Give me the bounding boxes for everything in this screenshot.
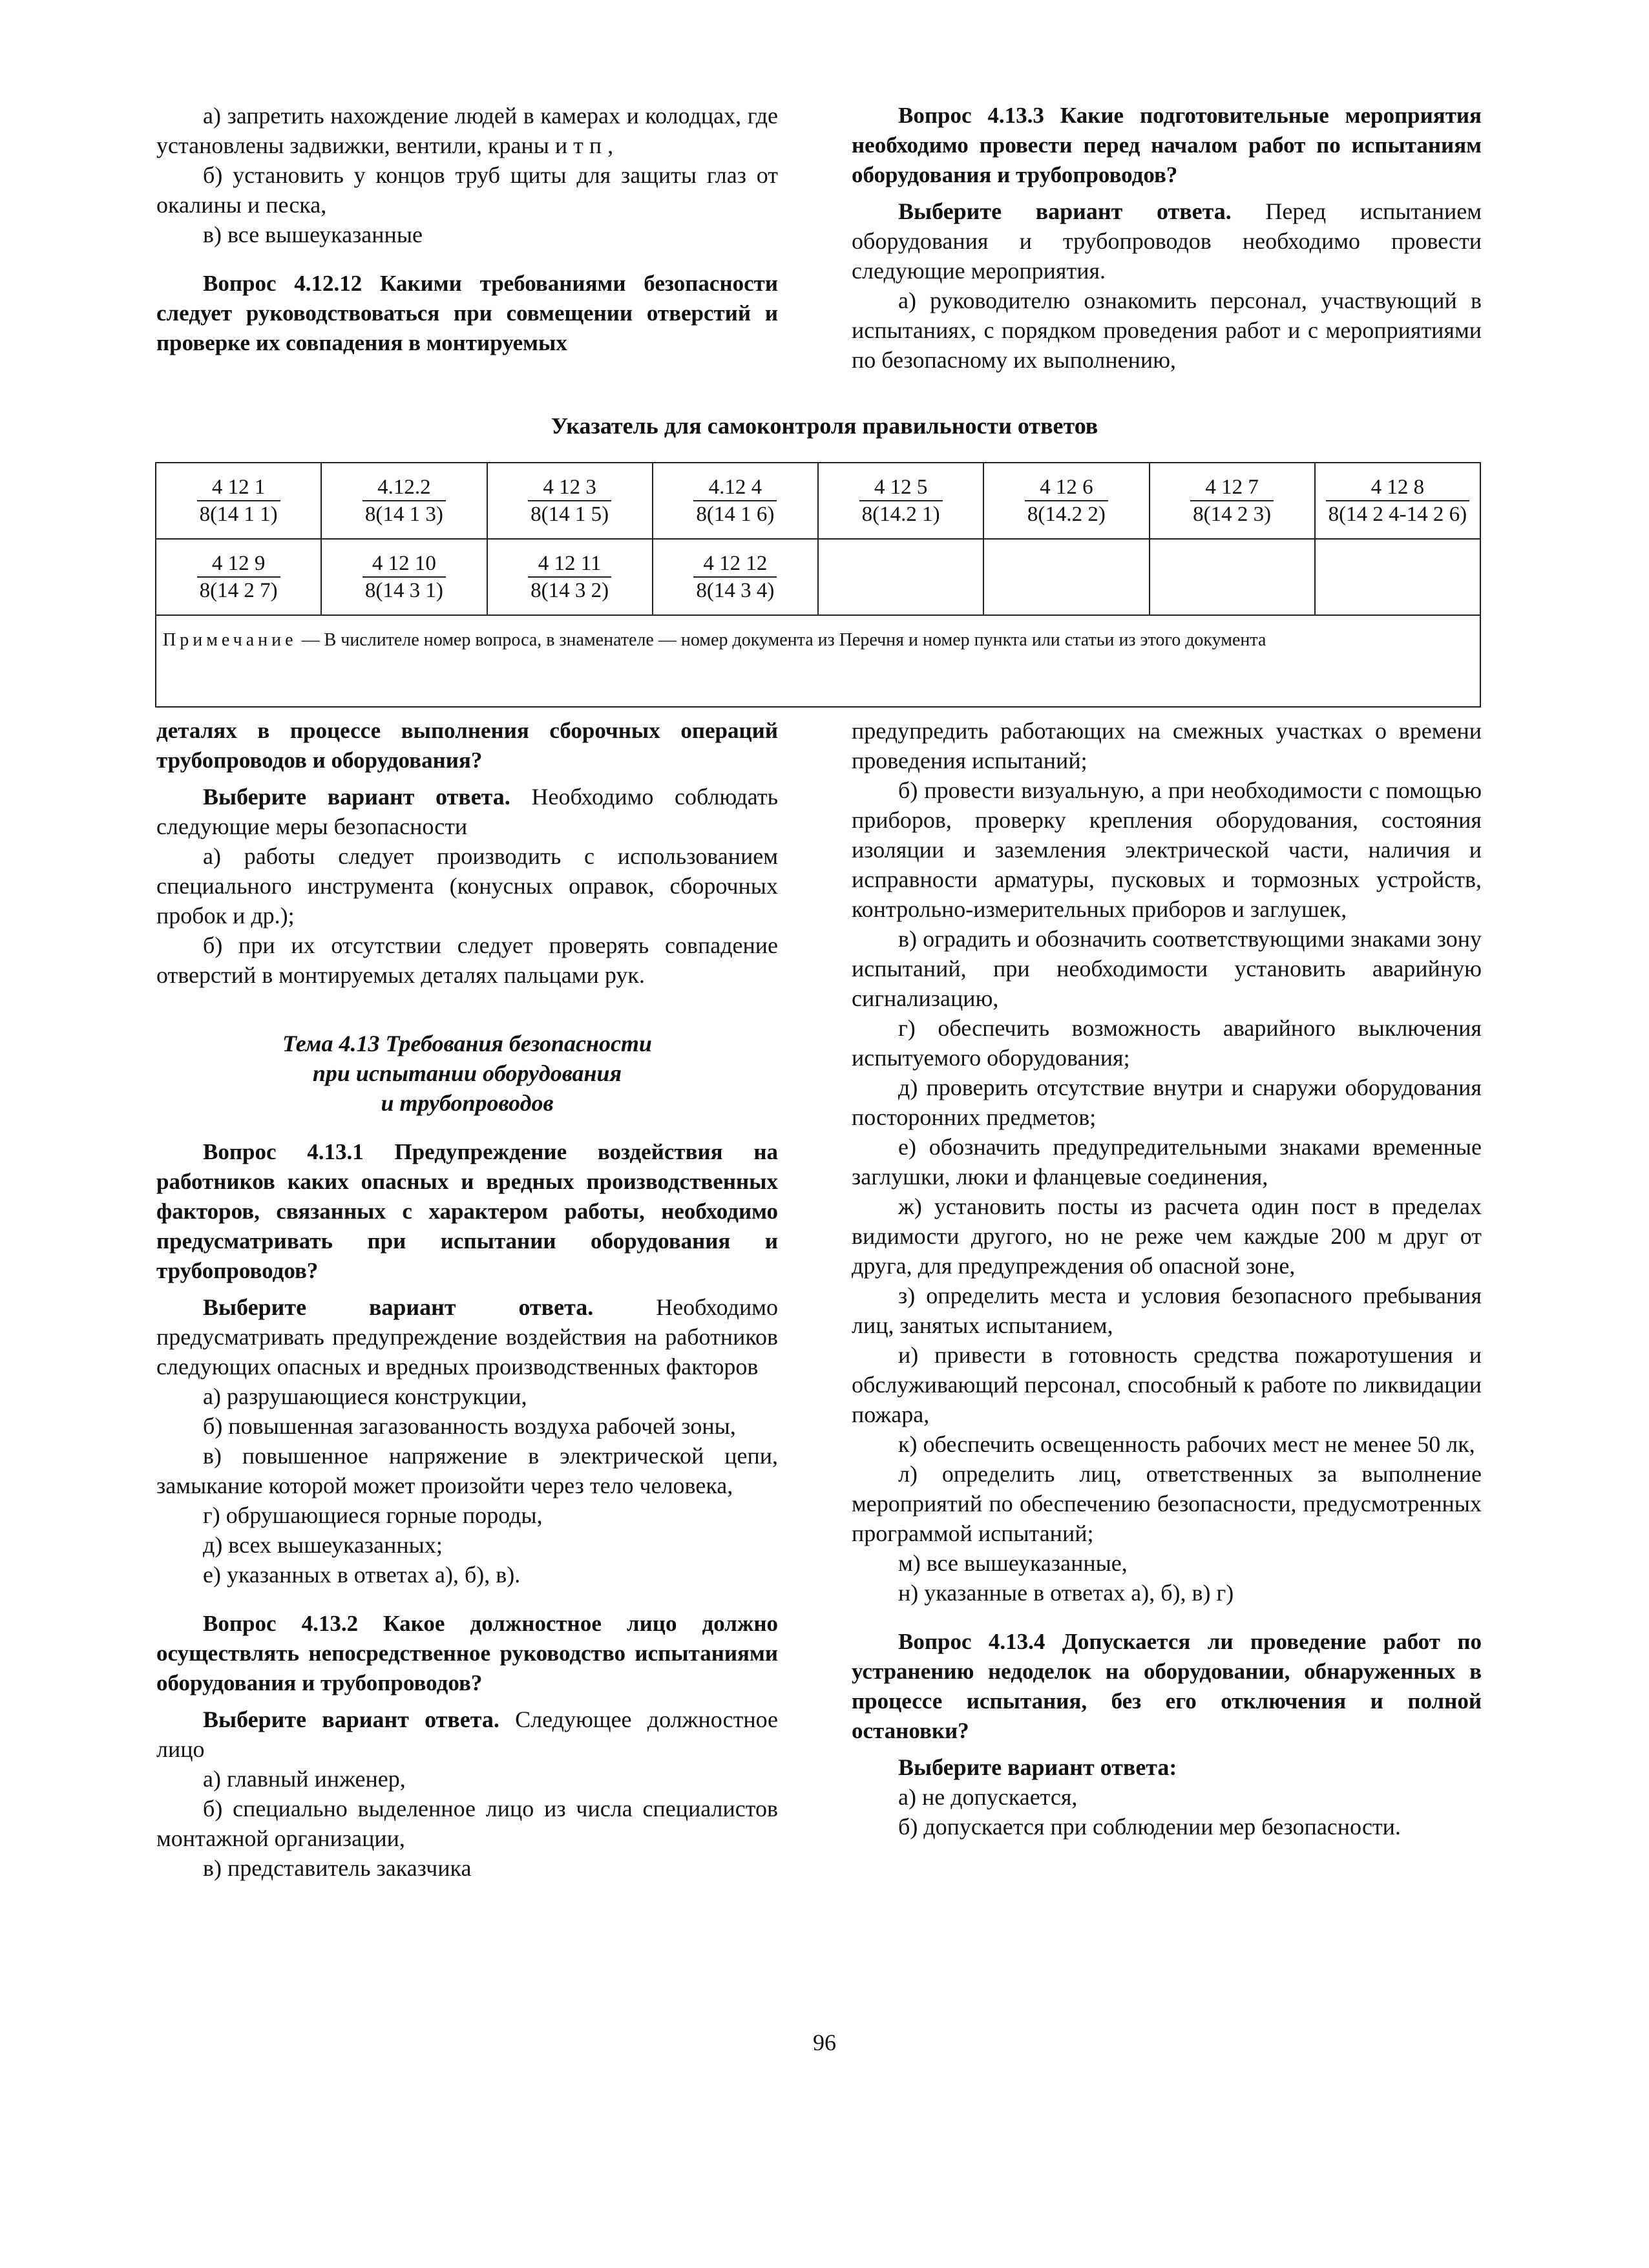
document-ref: 8(14.2 1)	[861, 503, 940, 526]
option-item: б) при их отсутствии следует проверять совпадение отверстий в монтируемых деталях пальцами рук.	[156, 932, 778, 988]
table-cell	[818, 463, 983, 539]
note-text: — В числителе номер вопроса, в знаменателе — номер документа из Перечня и номер пункта или статьи из этого документа	[297, 630, 1266, 650]
option-item: и) привести в готовность средства пожаротушения и обслуживающий персонал, способный к работе по ликвидации пожара,	[852, 1342, 1482, 1427]
document-ref: 8(14 1 6)	[696, 503, 775, 526]
table-cell-empty	[1150, 539, 1315, 615]
paragraph-continued: предупредить работающих на смежных участках о времени проведения испытаний;	[852, 718, 1482, 773]
table-cell	[321, 463, 487, 539]
note-label: Примечание	[163, 630, 297, 650]
bottom-right-column	[852, 716, 1482, 1842]
question-heading: Вопрос 4.13.2 Какое должностное лицо должно осуществлять непосредственное руководство испытаниями оборудования и трубопроводов?	[156, 1611, 778, 1696]
table-cell-empty	[1315, 539, 1480, 615]
fraction	[1190, 474, 1274, 527]
option-item: м) все вышеуказанные,	[898, 1550, 1128, 1576]
fraction	[693, 474, 777, 527]
answer-label: Выберите вариант ответа.	[203, 784, 510, 810]
table-cell	[1315, 463, 1480, 539]
question-number: 4 12 6	[1025, 474, 1108, 501]
answer-text: Необходимо предусматривать предупреждение воздействия на работников следующих опасных и вредных производственных факторов	[156, 1294, 778, 1380]
option-item: в) повышенное напряжение в электрической цепи, замыкание которой может произойти через тело человека,	[156, 1443, 778, 1498]
question-number: 4 12 9	[197, 551, 280, 578]
question-number: 4.12.2	[362, 474, 446, 501]
document-ref: 8(14 1 3)	[364, 503, 443, 526]
table-cell	[321, 539, 487, 615]
theme-line: Тема 4.13 Требования безопасности	[282, 1031, 652, 1056]
question-number: 4 12 1	[197, 474, 280, 501]
option-item: а) разрушающиеся конструкции,	[203, 1383, 527, 1409]
fraction	[197, 474, 280, 527]
fraction	[1326, 474, 1469, 527]
option-item: б) провести визуальную, а при необходимости с помощью приборов, проверку крепления оборудования, состояния изоляции и заземления электрической части, наличия и исправности арматуры, пусковых и тормозных устройств, контрольно-измерительных приборов и заглушек,	[852, 777, 1482, 922]
theme-heading	[156, 1029, 778, 1118]
fraction	[197, 551, 280, 604]
question-number: 4.12 4	[693, 474, 777, 501]
table-cell-empty	[818, 539, 983, 615]
question-number: 4 12 12	[693, 551, 777, 578]
option-item: г) обеспечить возможность аварийного выключения испытуемого оборудования;	[852, 1015, 1482, 1071]
option-item: в) представитель заказчика	[203, 1855, 472, 1881]
option-item: д) всех вышеуказанных;	[203, 1532, 443, 1558]
table-cell	[653, 463, 818, 539]
answer-intro	[156, 1705, 778, 1764]
option-item: з) определить места и условия безопасного пребывания лиц, занятых испытанием,	[852, 1283, 1482, 1338]
table-row	[156, 539, 1480, 615]
table-cell-empty	[983, 539, 1149, 615]
option-item: ж) установить посты из расчета один пост в пределах видимости другого, но не реже чем каждые 200 м друг от друга, для предупреждения об опасной зоне,	[852, 1193, 1482, 1279]
option-item: н) указанные в ответах а), б), в) г)	[898, 1580, 1234, 1606]
option-item: е) указанных в ответах а), б), в).	[203, 1562, 521, 1588]
document-ref: 8(14 2 3)	[1193, 503, 1272, 526]
option-item: д) проверить отсутствие внутри и снаружи оборудования посторонних предметов;	[852, 1075, 1482, 1130]
table-cell	[487, 539, 653, 615]
answer-intro	[156, 1292, 778, 1381]
option-item: к) обеспечить освещенность рабочих мест не менее 50 лк,	[898, 1431, 1475, 1457]
top-right-column	[852, 101, 1482, 375]
table-cell	[1150, 463, 1315, 539]
question-number: 4 12 10	[362, 551, 446, 578]
answer-text: Перед испытанием оборудования и трубопроводов необходимо провести следующие мероприятия.	[852, 198, 1482, 284]
table-row	[156, 463, 1480, 539]
document-ref: 8(14 2 7)	[199, 579, 278, 602]
answer-label: Выберите вариант ответа.	[203, 1706, 499, 1732]
answer-label: Выберите вариант ответа.	[203, 1294, 594, 1320]
table-cell	[487, 463, 653, 539]
document-ref: 8(14 3 2)	[530, 579, 609, 602]
answer-label: Выберите вариант ответа.	[898, 198, 1232, 224]
option-item: б) повышенная загазованность воздуха рабочей зоны,	[203, 1413, 736, 1439]
table-cell	[156, 539, 321, 615]
paragraph: б) установить у концов труб щиты для защиты глаз от окалины и песка,	[156, 162, 778, 218]
theme-line: при испытании оборудования	[312, 1060, 622, 1086]
paragraph: а) запретить нахождение людей в камерах и колодцах, где установлены задвижки, вентили, краны и т п ,	[156, 103, 778, 158]
index-title: Указатель для самоконтроля правильности ответов	[551, 413, 1098, 439]
option-item: г) обрушающиеся горные породы,	[203, 1502, 543, 1528]
document-ref: 8(14 3 1)	[364, 579, 443, 602]
question-heading: Вопрос 4.13.1 Предупреждение воздействия на работников каких опасных и вредных производственных факторов, связанных с характером работы, необходимо предусматривать при испытании оборудования и трубопроводов?	[156, 1139, 778, 1283]
document-ref: 8(14 3 4)	[696, 579, 775, 602]
question-number: 4 12 8	[1326, 474, 1469, 501]
table-note	[156, 615, 1480, 707]
answer-text: Необходимо соблюдать следующие меры безопасности	[156, 784, 778, 839]
answer-intro	[852, 196, 1482, 286]
answer-intro	[156, 782, 778, 841]
page-number: 96	[813, 2030, 836, 2055]
paragraph: в) все вышеуказанные	[203, 222, 423, 247]
option-item: л) определить лиц, ответственных за выполнение мероприятий по обеспечению безопасности, предусмотренных программой испытаний;	[852, 1461, 1482, 1546]
question-number: 4 12 3	[528, 474, 611, 501]
fraction	[859, 474, 943, 527]
answer-label: Выберите вариант ответа:	[898, 1754, 1177, 1780]
fraction	[362, 474, 446, 527]
option-item: а) не допускается,	[898, 1784, 1078, 1810]
table-cell	[653, 539, 818, 615]
document-ref: 8(14 1 5)	[530, 503, 609, 526]
option-item: а) главный инженер,	[203, 1766, 406, 1792]
question-number: 4 12 5	[859, 474, 943, 501]
option-item: б) специально выделенное лицо из числа специалистов монтажной организации,	[156, 1796, 778, 1851]
bottom-left-column	[156, 716, 778, 1883]
document-ref: 8(14 2 4-14 2 6)	[1328, 503, 1467, 526]
option-item: б) допускается при соблюдении мер безопасности.	[898, 1814, 1401, 1840]
option-item: в) оградить и обозначить соответствующими знаками зону испытаний, при необходимости установить аварийную сигнализацию,	[852, 926, 1482, 1011]
fraction	[1025, 474, 1108, 527]
answer-text: Следующее должностное лицо	[156, 1706, 779, 1762]
question-number: 4 12 11	[528, 551, 611, 578]
option-item: а) работы следует производить с использованием специального инструмента (конусных оправок, сборочных пробок и др.);	[156, 843, 778, 929]
paragraph: а) руководителю ознакомить персонал, участвующий в испытаниях, с порядком проведения работ и с мероприятиями по безопасному их выполнению,	[852, 288, 1482, 373]
fraction	[362, 551, 446, 604]
question-heading: Вопрос 4.13.4 Допускается ли проведение работ по устранению недоделок на оборудовании, обнаруженных в процессе испытания, без его отключения и полной остановки?	[852, 1629, 1482, 1743]
table-cell	[983, 463, 1149, 539]
question-heading-continued: деталях в процессе выполнения сборочных операций трубопроводов и оборудования?	[156, 718, 778, 773]
top-left-column	[156, 101, 778, 358]
fraction	[693, 551, 777, 604]
document-ref: 8(14 1 1)	[199, 503, 278, 526]
question-heading: Вопрос 4.12.12 Какими требованиями безопасности следует руководствоваться при совмещении отверстий и проверке их совпадения в монтируемых	[156, 271, 778, 355]
table-cell	[156, 463, 321, 539]
theme-line: и трубопроводов	[381, 1090, 554, 1116]
option-item: е) обозначить предупредительными знаками временные заглушки, люки и фланцевые соединения,	[852, 1134, 1482, 1190]
fraction	[528, 551, 611, 604]
answer-index-table	[155, 462, 1481, 708]
fraction	[528, 474, 611, 527]
question-number: 4 12 7	[1190, 474, 1274, 501]
question-heading: Вопрос 4.13.3 Какие подготовительные мероприятия необходимо провести перед началом работ по испытаниям оборудования и трубопроводов?	[852, 103, 1482, 187]
document-ref: 8(14.2 2)	[1027, 503, 1106, 526]
table-row	[156, 615, 1480, 707]
